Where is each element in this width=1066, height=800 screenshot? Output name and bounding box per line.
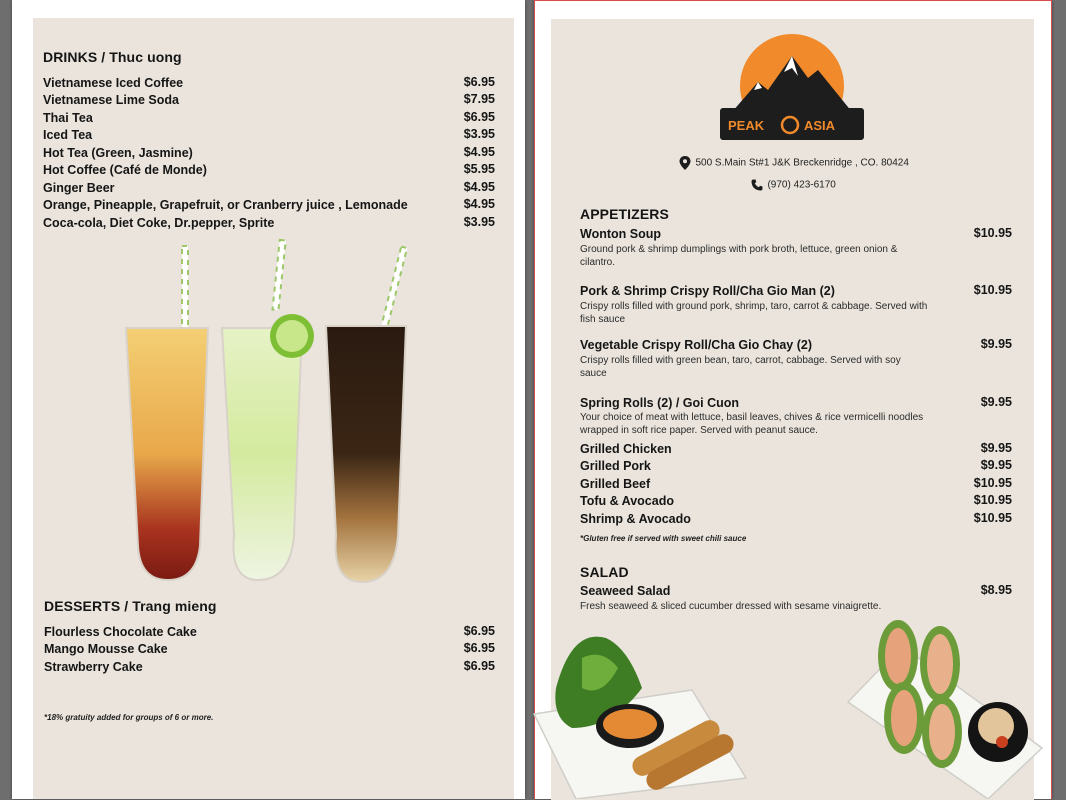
phone-row <box>751 176 836 194</box>
drink-item-name: Coca-cola, Diet Coke, Dr.pepper, Sprite <box>43 216 275 230</box>
appetizer-item-price: $9.95 <box>980 395 1012 409</box>
salad-item-name: Seaweed Salad <box>580 584 671 598</box>
spring-roll-option-name: Grilled Beef <box>580 477 651 491</box>
drink-item-name: Vietnamese Iced Coffee <box>43 76 184 90</box>
dessert-item-name: Mango Mousse Cake <box>44 642 168 656</box>
drink-item-name: Iced Tea <box>43 128 93 142</box>
gratuity-note: *18% gratuity added for groups of 6 or more. <box>44 713 214 722</box>
appetizer-item-name: Spring Rolls (2) / Goi Cuon <box>580 396 740 410</box>
drink-item-name: Vietnamese Lime Soda <box>43 93 179 107</box>
spring-roll-option-name: Grilled Chicken <box>580 442 672 456</box>
drink-item-name: Thai Tea <box>43 111 93 125</box>
appetizer-item-name: Pork & Shrimp Crispy Roll/Cha Gio Man (2) <box>580 284 835 298</box>
logo-word-right: ASIA <box>804 118 836 133</box>
salad-heading: SALAD <box>580 564 629 580</box>
drink-item-price: $4.95 <box>463 180 495 194</box>
spring-roll-option-price: $9.95 <box>980 441 1012 455</box>
spring-roll-option-name: Tofu & Avocado <box>580 494 674 508</box>
drink-item-price: $7.95 <box>463 92 495 106</box>
dessert-item-name: Strawberry Cake <box>44 660 143 674</box>
salad-item-price: $8.95 <box>980 583 1012 597</box>
appetizer-item-desc: Ground pork & shrimp dumplings with pork broth, lettuce, green onion & cilantro. <box>580 244 898 268</box>
drink-item-name: Hot Coffee (Café de Monde) <box>43 163 207 177</box>
desserts-heading: DESSERTS / Trang mieng <box>44 598 217 614</box>
appetizer-item-price: $9.95 <box>980 337 1012 351</box>
address-text: 500 S.Main St#1 J&K Breckenridge , CO. 80424 <box>695 157 909 169</box>
drink-item-price: $6.95 <box>463 75 495 89</box>
drinks-heading: DRINKS / Thuc uong <box>43 49 182 65</box>
appetizer-item-desc: Crispy rolls filled with green bean, taro, carrot, cabbage. Served with soy sauce <box>580 355 901 379</box>
spring-roll-option-name: Grilled Pork <box>580 459 651 473</box>
drink-item-price: $5.95 <box>463 162 495 176</box>
drink-item-name: Ginger Beer <box>43 181 115 195</box>
appetizers-heading: APPETIZERS <box>580 206 669 222</box>
dessert-item-price: $6.95 <box>463 641 495 655</box>
drink-item-price: $3.95 <box>463 127 495 141</box>
phone-text: (970) 423-6170 <box>767 179 836 191</box>
appetizer-item-name: Wonton Soup <box>580 227 661 241</box>
phone-icon <box>751 179 763 191</box>
drink-item-name: Hot Tea (Green, Jasmine) <box>43 146 193 160</box>
drink-item-price: $4.95 <box>463 197 495 211</box>
spring-roll-option-price: $9.95 <box>980 458 1012 472</box>
crispy-roll-photo <box>532 628 750 799</box>
appetizer-item-desc: Crispy rolls filled with ground pork, shrimp, taro, carrot & cabbage. Served with fish sauce <box>580 301 928 325</box>
dessert-item-price: $6.95 <box>463 624 495 638</box>
logo-word-left: PEAK <box>728 118 765 133</box>
spring-roll-photo <box>846 606 1044 799</box>
drink-item-price: $6.95 <box>463 110 495 124</box>
spring-roll-option-name: Shrimp & Avocado <box>580 512 691 526</box>
drinks-photo <box>110 236 420 592</box>
gluten-free-note: *Gluten free if served with sweet chili sauce <box>580 534 747 543</box>
drink-item-price: $3.95 <box>463 215 495 229</box>
address-row <box>679 154 909 172</box>
spring-roll-option-price: $10.95 <box>973 493 1012 507</box>
appetizer-item-name: Vegetable Crispy Roll/Cha Gio Chay (2) <box>580 338 813 352</box>
appetizer-item-desc: Your choice of meat with lettuce, basil leaves, chives & rice vermicelli noodles wrapped in soft rice paper. Served with peanut sauce. <box>580 412 924 436</box>
spring-roll-option-price: $10.95 <box>973 511 1012 525</box>
location-pin-icon <box>679 156 691 170</box>
dessert-item-name: Flourless Chocolate Cake <box>44 625 197 639</box>
appetizer-item-price: $10.95 <box>973 226 1012 240</box>
dessert-item-price: $6.95 <box>463 659 495 673</box>
appetizer-item-price: $10.95 <box>973 283 1012 297</box>
peak-of-asia-logo <box>718 32 866 144</box>
drink-item-price: $4.95 <box>463 145 495 159</box>
spring-roll-option-price: $10.95 <box>973 476 1012 490</box>
drink-item-name: Orange, Pineapple, Grapefruit, or Cranberry juice , Lemonade <box>43 198 408 212</box>
salad-item-desc: Fresh seaweed & sliced cucumber dressed with sesame vinaigrette. <box>580 601 882 612</box>
